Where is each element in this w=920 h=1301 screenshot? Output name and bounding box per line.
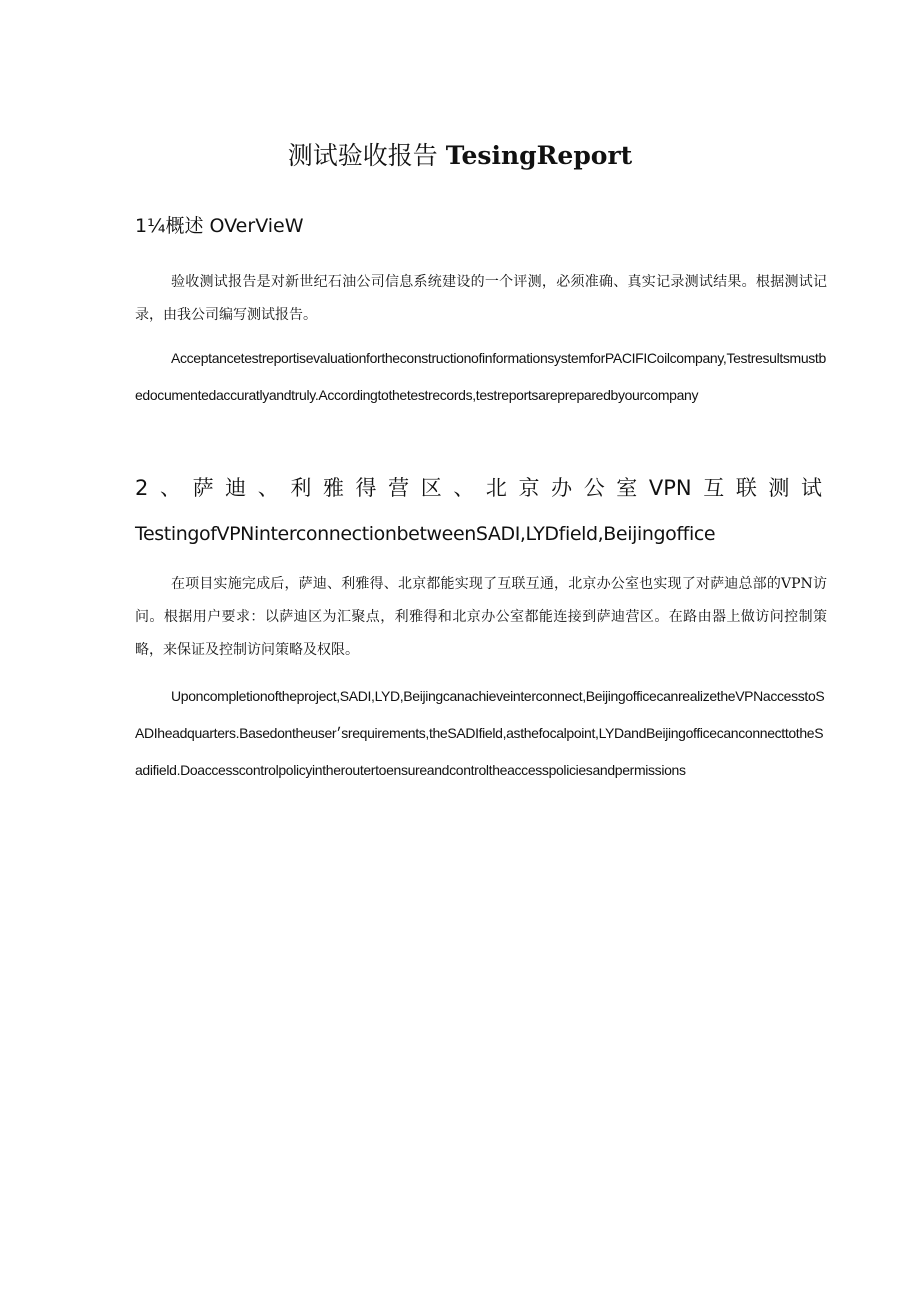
- heading-char: 2: [135, 476, 149, 500]
- heading-char: 京: [518, 476, 540, 500]
- section-1-paragraph-english: AcceptancetestreportisevaluationfortheconstructionofinformationsystemforPACIFICoilcompany,Testresultsmustbedocumentedaccuratlyandtruly.Accordingtothetestrecords,testreportsarepreparedbyourcompany: [135, 350, 826, 403]
- heading-char: 互: [703, 476, 725, 500]
- heading-char: 北: [485, 476, 507, 500]
- heading-char: 得: [355, 476, 377, 500]
- heading-char: 、: [257, 476, 279, 500]
- heading-char: 办: [551, 476, 573, 500]
- heading-char: 利: [290, 476, 312, 500]
- heading-char: 室: [616, 476, 638, 500]
- heading-char: 区: [420, 476, 442, 500]
- heading-char: 联: [735, 476, 757, 500]
- section-2-heading-chinese: [135, 470, 822, 506]
- heading-char: 、: [159, 476, 181, 500]
- section-2-paragraph-english: Uponcompletionoftheproject,SADI,LYD,Beijingcanachieveinterconnect,BeijingofficecanrealizetheVPNaccesstoSADIheadquarters.Basedontheuser׳srequirements,theSADIfield,asthefocalpoint,LYDandBeijingofficecanconnecttotheSadifield.Doaccesscontrolpolicyintheroutertoensureandcontroltheaccesspoliciesandpermissions: [135, 688, 825, 778]
- document-title: [0, 138, 920, 174]
- section-2-heading-english: TestingofVPNinterconnectionbetweenSADI,LYDfield,Beijingoffice: [135, 523, 716, 545]
- heading-char: 试: [801, 476, 822, 500]
- heading-char: 、: [453, 476, 475, 500]
- heading-char: 萨: [192, 476, 214, 500]
- section-2-paragraph-chinese: 在项目实施完成后，萨迪、利雅得、北京都能实现了互联互通，北京办公室也实现了对萨迪总部的VPN访问。根据用户要求：以萨迪区为汇聚点，利雅得和北京办公室都能连接到萨迪营区。在路由器上做访问控制策略，来保证及控制访问策略及权限。: [135, 576, 827, 658]
- heading-char: 公: [583, 476, 605, 500]
- heading-char: 雅: [322, 476, 344, 500]
- title-english: TesingReport: [445, 141, 633, 170]
- section-1-paragraph-chinese: 验收测试报告是对新世纪石油公司信息系统建设的一个评测，必须准确、真实记录测试结果。根据测试记录，由我公司编写测试报告。: [135, 274, 827, 323]
- title-chinese: 测试验收报告: [287, 141, 438, 170]
- heading-char: 迪: [225, 476, 247, 500]
- heading-char: 测: [768, 476, 790, 500]
- heading-char: VPN: [648, 476, 692, 500]
- heading-char: 营: [388, 476, 410, 500]
- section-1-heading: 1¼概述 OVerVieW: [135, 215, 304, 237]
